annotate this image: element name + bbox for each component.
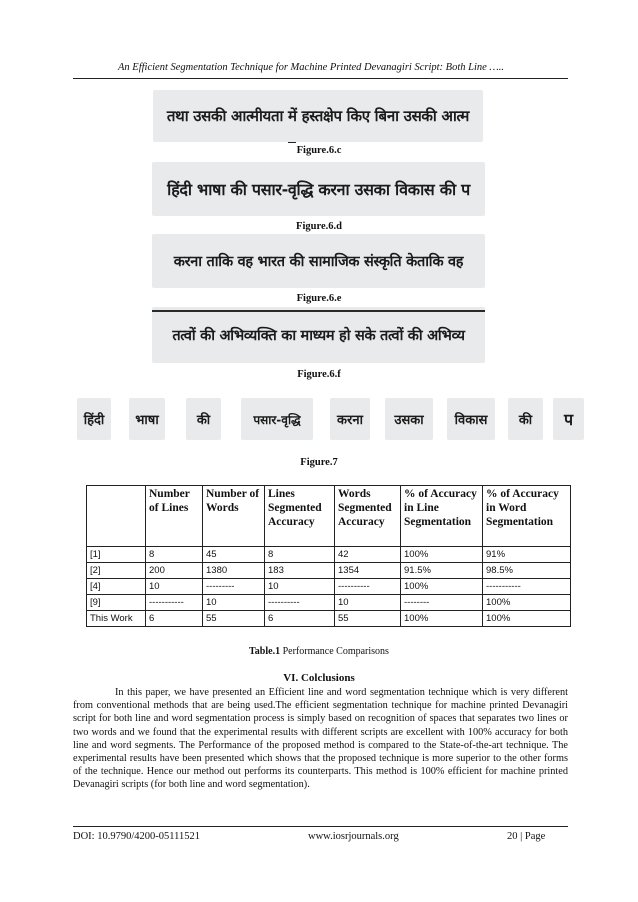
figure-6c-mark [288, 142, 296, 143]
figure-6f-top-rule [152, 310, 485, 312]
table-cell: 8 [265, 547, 335, 563]
performance-table [86, 485, 571, 627]
table-cell: [1] [87, 547, 146, 563]
table-cell: 1354 [335, 563, 401, 579]
table-cell: 6 [265, 611, 335, 627]
table-caption-text: Performance Comparisons [280, 646, 389, 657]
table-cell: 100% [401, 611, 483, 627]
table-cell: 1380 [203, 563, 265, 579]
table-cell: 100% [401, 547, 483, 563]
table-cell: -------- [401, 595, 483, 611]
table-cell: 10 [265, 579, 335, 595]
table-header-cell: % of Accuracy in Word Segmentation [483, 486, 571, 547]
table-cell: [2] [87, 563, 146, 579]
figure-7-word: उसका [385, 398, 433, 440]
table-cell: 100% [483, 611, 571, 627]
figure-6f-text: तत्वों की अभिव्यक्ति का माध्यम हो सके तत्वों की अभिव्य [172, 328, 465, 344]
table-header-cell: Number of Lines [146, 486, 203, 547]
figure-6f-caption: Figure.6.f [297, 369, 341, 380]
table-header-cell [87, 486, 146, 547]
table-cell: 183 [265, 563, 335, 579]
table-cell: ----------- [483, 579, 571, 595]
table-cell: [4] [87, 579, 146, 595]
table-header-cell: Number of Words [203, 486, 265, 547]
figure-6e-caption: Figure.6.e [296, 293, 342, 304]
figure-7-word: भाषा [129, 398, 165, 440]
table-cell: 6 [146, 611, 203, 627]
table-cell: 45 [203, 547, 265, 563]
table-cell: ---------- [265, 595, 335, 611]
table-cell: 91% [483, 547, 571, 563]
table-cell: --------- [203, 579, 265, 595]
figure-6c-caption: Figure.6.c [296, 145, 342, 156]
running-header: An Efficient Segmentation Technique for Machine Printed Devanagiri Script: Both Line ….. [118, 62, 505, 73]
footer-doi: DOI: 10.9790/4200-05111521 [73, 831, 200, 842]
figure-6d-caption: Figure.6.d [296, 221, 342, 232]
table-cell: 91.5% [401, 563, 483, 579]
table-cell: 55 [203, 611, 265, 627]
figure-7-word: पसार-वृद्धि [241, 398, 313, 440]
table-cell: ----------- [146, 595, 203, 611]
figure-6f-image [152, 307, 485, 363]
table-cell: 100% [401, 579, 483, 595]
figure-6e-image [152, 234, 485, 288]
table-cell: 8 [146, 547, 203, 563]
figure-7-caption: Figure.7 [300, 457, 338, 468]
table-cell: 55 [335, 611, 401, 627]
table-cell: This Work [87, 611, 146, 627]
conclusion-paragraph: In this paper, we have presented an Efficient line and word segmentation technique which is very different from conventional methods that are being used.The efficient segmentation technique for machine printed Devanagiri script for both line and word segmentation process is simply based on recognition of spaces that separates two lines or two words and we found that the experimental results with different scripts are excellent with 100% accuracy for both line and word segments. The Performance of the proposed method is compared to the State-of-the-art technique. The experimental results have been presented which shows that the proposed technique is more superior to the other forms of the technique. Hence our method out performs its counterparts. This method is 100% efficient for machine printed Devanagiri scripts (for both line and word segmentation). [73, 687, 568, 791]
figure-7-word: की [508, 398, 543, 440]
figure-6d-image [152, 162, 485, 216]
figure-7-word: प [553, 398, 584, 440]
figure-7-word: की [186, 398, 221, 440]
table-row [87, 563, 571, 579]
table-cell: 200 [146, 563, 203, 579]
table-cell: 98.5% [483, 563, 571, 579]
table-header-cell: Words Segmented Accuracy [335, 486, 401, 547]
figure-6e-text: करना ताकि वह भारत की सामाजिक संस्कृति केताकि वह [173, 254, 464, 270]
section-title: VI. Colclusions [283, 672, 355, 684]
table-cell: 10 [203, 595, 265, 611]
figure-6c-text: तथा उसकी आत्मीयता में हस्तक्षेप किए बिना उसकी आत्म [166, 107, 470, 125]
table-cell: 42 [335, 547, 401, 563]
header-rule [73, 78, 568, 79]
table-row [87, 547, 571, 563]
table-cell: 10 [335, 595, 401, 611]
figure-7-word: करना [330, 398, 370, 440]
table-row [87, 595, 571, 611]
table-row [87, 579, 571, 595]
table-header-row [87, 486, 571, 547]
figure-6d-text: हिंदी भाषा की पसार-वृद्धि करना उसका विकास की प [167, 180, 470, 199]
table-row [87, 611, 571, 627]
footer-site: www.iosrjournals.org [308, 831, 399, 842]
table-cell: 10 [146, 579, 203, 595]
table-header-cell: % of Accuracy in Line Segmentation [401, 486, 483, 547]
table-caption-label: Table.1 [249, 646, 281, 657]
table-cell: ---------- [335, 579, 401, 595]
table-cell: [9] [87, 595, 146, 611]
table-header-cell: Lines Segmented Accuracy [265, 486, 335, 547]
footer-rule [73, 826, 568, 827]
table-cell: 100% [483, 595, 571, 611]
figure-6c-image [153, 90, 483, 142]
table-caption [0, 646, 638, 657]
footer-page-number: 20 | Page [507, 831, 546, 842]
figure-7-word: विकास [447, 398, 495, 440]
figure-7-word: हिंदी [77, 398, 111, 440]
